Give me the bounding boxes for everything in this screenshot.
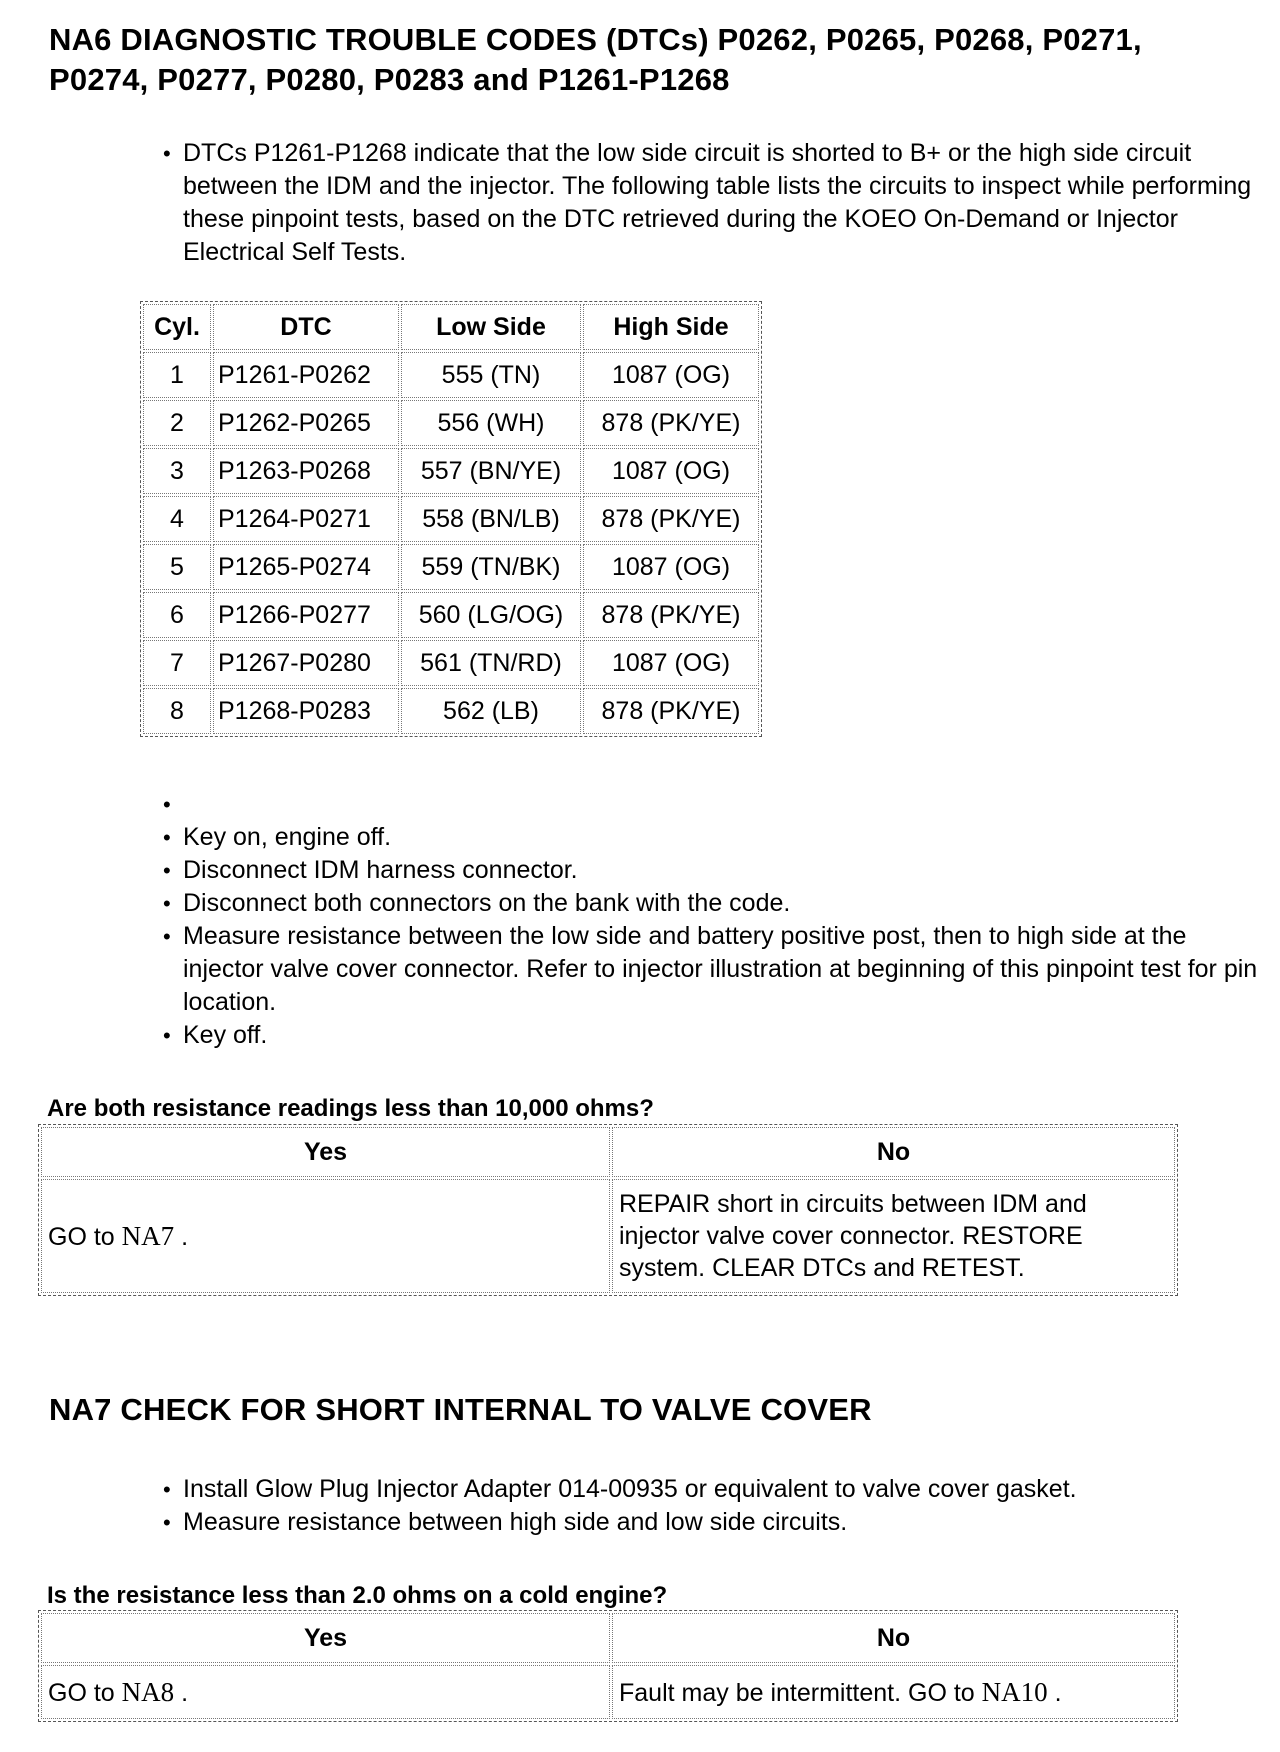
yes-suffix: . [174,1678,189,1707]
table-row [143,688,759,734]
step-item: • Key on, engine off. [130,821,1260,854]
no-header: No [612,1127,1175,1177]
cell-cyl: 4 [143,496,211,542]
cell-cyl: 6 [143,592,211,638]
na6-answer-table [38,1124,1178,1296]
cell-low-side: 555 (TN) [401,352,581,398]
table-row [143,592,759,638]
answer-row [41,1179,1175,1293]
na6-step-list [130,788,1260,1052]
table-header-row [143,304,759,350]
na7-question: Is the resistance less than 2.0 ohms on a cold engine? [47,1582,668,1609]
cell-cyl: 5 [143,544,211,590]
header-cyl: Cyl. [143,304,211,350]
cell-low-side: 556 (WH) [401,400,581,446]
cell-low-side: 557 (BN/YE) [401,448,581,494]
section-title-na6: NA6 DIAGNOSTIC TROUBLE CODES (DTCs) P0262, P0265, P0268, P0271, P0274, P0277, P0280, P0283 and P1261-P1268 [49,22,1142,97]
dtc-circuit-table [140,301,762,737]
intro-bullet: • DTCs P1261-P1268 indicate that the low side circuit is shorted to B+ or the high side circuit between the IDM and the injector. The following table lists the circuits to inspect while performing these pinpoint tests, based on the DTC retrieved during the KOEO On-Demand or Injector Electrical Self Tests. [130,137,1260,269]
cell-dtc: P1267-P0280 [213,640,399,686]
cell-high-side: 878 (PK/YE) [583,496,759,542]
cell-low-side: 561 (TN/RD) [401,640,581,686]
yes-suffix: . [174,1222,189,1251]
no-prefix: Fault may be intermittent. GO to [619,1678,982,1707]
section-title-na7: NA7 CHECK FOR SHORT INTERNAL TO VALVE COVER [49,1392,872,1427]
cell-high-side: 1087 (OG) [583,352,759,398]
na6-question: Are both resistance readings less than 10,000 ohms? [47,1095,654,1122]
cell-low-side: 559 (TN/BK) [401,544,581,590]
table-row [143,448,759,494]
cell-cyl: 7 [143,640,211,686]
table-row [143,640,759,686]
cell-dtc: P1262-P0265 [213,400,399,446]
cell-dtc: P1265-P0274 [213,544,399,590]
cell-dtc: P1268-P0283 [213,688,399,734]
step-item: • Measure resistance between the low side and battery positive post, then to high side at the injector valve cover connector. Refer to injector illustration at beginning of this pinpoint test for pin location. [130,920,1260,1019]
cell-high-side: 1087 (OG) [583,448,759,494]
yes-header: Yes [41,1613,610,1663]
step-item: • Disconnect IDM harness connector. [130,854,1260,887]
intro-bullet-list [130,137,1260,269]
no-header: No [612,1613,1175,1663]
link-na7[interactable]: NA7 [121,1220,175,1251]
cell-low-side: 558 (BN/LB) [401,496,581,542]
cell-low-side: 560 (LG/OG) [401,592,581,638]
yes-prefix: GO to [48,1222,122,1251]
no-cell: REPAIR short in circuits between IDM and injector valve cover connector. RESTORE system. CLEAR DTCs and RETEST. [612,1179,1175,1293]
cell-high-side: 1087 (OG) [583,544,759,590]
yes-cell [41,1179,610,1293]
cell-cyl: 8 [143,688,211,734]
link-na8[interactable]: NA8 [121,1676,175,1707]
link-na10[interactable]: NA10 [981,1676,1048,1707]
answer-header-row [41,1613,1175,1663]
step-item: • Measure resistance between high side and low side circuits. [130,1506,1260,1539]
table-row [143,400,759,446]
header-dtc: DTC [213,304,399,350]
cell-high-side: 878 (PK/YE) [583,688,759,734]
no-suffix: . [1047,1678,1062,1707]
cell-high-side: 1087 (OG) [583,640,759,686]
table-row [143,544,759,590]
na7-answer-table [38,1610,1178,1722]
table-row [143,352,759,398]
cell-dtc: P1263-P0268 [213,448,399,494]
answer-header-row [41,1127,1175,1177]
step-item: • Disconnect both connectors on the bank with the code. [130,887,1260,920]
cell-cyl: 1 [143,352,211,398]
cell-dtc: P1266-P0277 [213,592,399,638]
cell-cyl: 2 [143,400,211,446]
cell-cyl: 3 [143,448,211,494]
yes-header: Yes [41,1127,610,1177]
answer-row [41,1665,1175,1719]
table-row [143,496,759,542]
cell-high-side: 878 (PK/YE) [583,592,759,638]
step-item: • Key off. [130,1019,1260,1052]
cell-low-side: 562 (LB) [401,688,581,734]
header-low-side: Low Side [401,304,581,350]
no-cell [612,1665,1175,1719]
header-high-side: High Side [583,304,759,350]
yes-cell [41,1665,610,1719]
cell-high-side: 878 (PK/YE) [583,400,759,446]
step-item-empty [130,788,1260,821]
yes-prefix: GO to [48,1678,122,1707]
step-item: • Install Glow Plug Injector Adapter 014-00935 or equivalent to valve cover gasket. [130,1473,1260,1506]
cell-dtc: P1261-P0262 [213,352,399,398]
cell-dtc: P1264-P0271 [213,496,399,542]
na7-step-list [130,1473,1260,1539]
